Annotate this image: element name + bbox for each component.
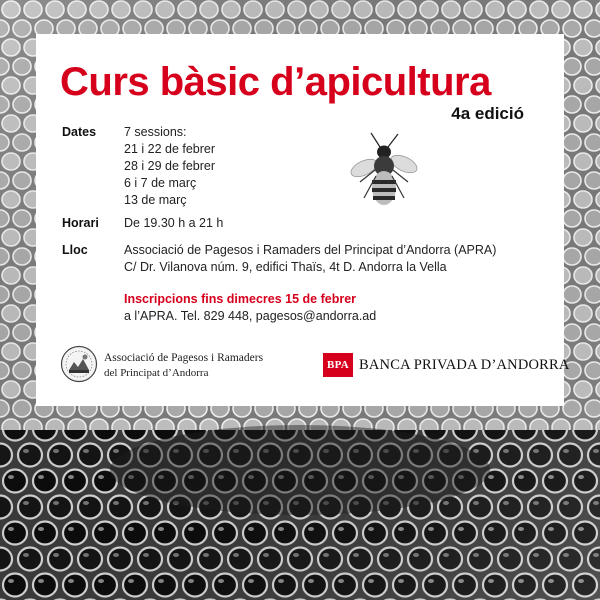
dates-line: 7 sessions: <box>124 125 187 139</box>
location-line: C/ Dr. Vilanova núm. 9, edifici Thaïs, 4t D. Andorra la Vella <box>124 260 447 274</box>
registration-contact: a l’APRA. Tel. 829 448, pagesos@andorra.ad <box>124 309 377 323</box>
dates-line: 28 i 29 de febrer <box>124 159 216 173</box>
bee-illustration <box>346 130 422 216</box>
schedule-label: Horari <box>62 216 99 230</box>
bpa-logo-icon: BPA <box>323 353 353 377</box>
location-line: Associació de Pagesos i Ramaders del Principat d’Andorra (APRA) <box>124 243 497 257</box>
location-value <box>124 242 496 276</box>
edition-label: 4a edició <box>451 104 524 123</box>
apra-logo-icon <box>60 345 98 383</box>
dates-value <box>124 124 215 209</box>
location-label: Lloc <box>62 243 88 257</box>
dates-line: 13 de març <box>124 193 187 207</box>
bank-name: BANCA PRIVADA D’ANDORRA <box>359 357 570 373</box>
apra-name-line: Associació de Pagesos i Ramaders <box>104 352 264 364</box>
schedule-value: De 19.30 h a 21 h <box>124 216 224 230</box>
course-title: Curs bàsic d’apicultura <box>60 60 491 104</box>
apra-name-line: del Principat d’Andorra <box>104 367 209 379</box>
dates-label: Dates <box>62 125 97 139</box>
apra-name <box>104 351 263 381</box>
dates-line: 21 i 22 de febrer <box>124 142 216 156</box>
registration-heading: Inscripcions fins dimecres 15 de febrer <box>124 292 357 306</box>
info-card <box>36 34 570 406</box>
dates-line: 6 i 7 de març <box>124 176 197 190</box>
